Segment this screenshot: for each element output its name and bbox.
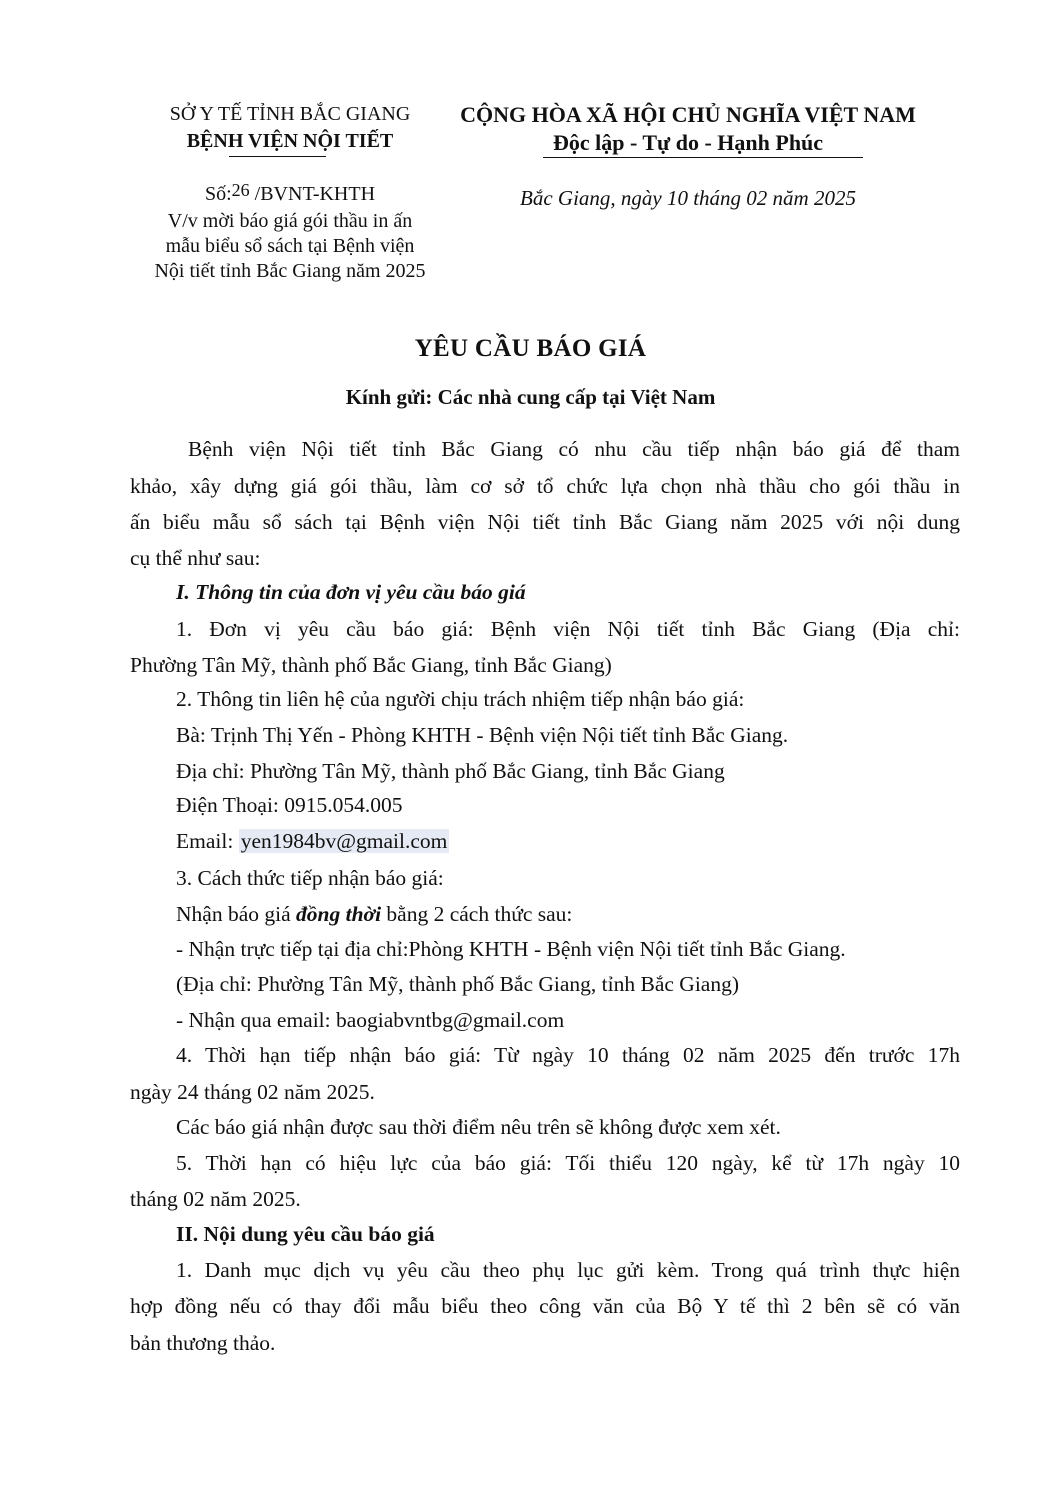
intro-line-4: cụ thể như sau:	[130, 546, 261, 570]
intro-line-3: ấn biểu mẫu sổ sách tại Bệnh viện Nội tiết tỉnh Bắc Giang năm 2025 với nội dung	[130, 510, 960, 534]
subject-line-2: mẫu biểu sổ sách tại Bệnh viện	[165, 235, 415, 257]
intro-line-1: Bệnh viện Nội tiết tỉnh Bắc Giang có nhu cầu tiếp nhận báo giá để tham	[188, 437, 960, 461]
s1-item4-line1: 4. Thời hạn tiếp nhận báo giá: Từ ngày 10 tháng 02 năm 2025 đến trước 17h	[176, 1043, 960, 1067]
s1-item3-method2: - Nhận qua email: baogiabvntbg@gmail.com	[176, 1008, 565, 1032]
subject-line-1: V/v mời báo giá gói thầu in ấn	[167, 210, 413, 232]
recipient-line: Kính gửi: Các nhà cung cấp tại Việt Nam	[345, 385, 716, 409]
s2-item1-line1: 1. Danh mục dịch vụ yêu cầu theo phụ lục gửi kèm. Trong quá trình thực hiện	[176, 1258, 960, 1282]
doc-number-suffix: /BVNT-KHTH	[254, 183, 376, 205]
s1-item5-line1: 5. Thời hạn có hiệu lực của báo giá: Tối thiểu 120 ngày, kể từ 17h ngày 10	[176, 1151, 960, 1175]
s1-item5-line2: tháng 02 năm 2025.	[130, 1187, 301, 1211]
section-1-heading: I. Thông tin của đơn vị yêu cầu báo giá	[176, 580, 526, 604]
s1-item4-note: Các báo giá nhận được sau thời điểm nêu trên sẽ không được xem xét.	[176, 1115, 781, 1139]
s1-item4-line2: ngày 24 tháng 02 năm 2025.	[130, 1080, 375, 1104]
subject-line-3: Nội tiết tỉnh Bắc Giang năm 2025	[154, 260, 426, 282]
document-title: YÊU CẦU BÁO GIÁ	[414, 335, 647, 362]
item3-intro-emphasis: đồng thời	[296, 902, 382, 926]
contact-phone: Điện Thoại: 0915.054.005	[176, 793, 403, 817]
s1-item1-line1: 1. Đơn vị yêu cầu báo giá: Bệnh viện Nội tiết tỉnh Bắc Giang (Địa chỉ:	[176, 617, 960, 641]
section-2-heading: II. Nội dung yêu cầu báo giá	[176, 1222, 435, 1246]
contact-address: Địa chỉ: Phường Tân Mỹ, thành phố Bắc Giang, tỉnh Bắc Giang	[176, 759, 725, 783]
s2-item1-line3: bản thương thảo.	[130, 1331, 276, 1355]
s1-item3-method1: - Nhận trực tiếp tại địa chỉ:Phòng KHTH - Bệnh viện Nội tiết tỉnh Bắc Giang.	[176, 937, 846, 961]
national-motto: Độc lập - Tự do - Hạnh Phúc	[552, 130, 824, 155]
national-motto-underline	[543, 157, 863, 158]
item3-intro-rest: bằng 2 cách thức sau:	[381, 902, 573, 926]
agency-name: SỞ Y TẾ TỈNH BẮC GIANG	[169, 103, 411, 125]
place-date: Bắc Giang, ngày 10 tháng 02 năm 2025	[520, 186, 856, 210]
s1-item3-heading: 3. Cách thức tiếp nhận báo giá:	[176, 866, 444, 890]
s2-item1-line2: hợp đồng nếu có thay đổi mẫu biểu theo công văn của Bộ Y tế thì 2 bên sẽ có văn	[130, 1294, 960, 1318]
intro-line-2: khảo, xây dựng giá gói thầu, làm cơ sở tổ chức lựa chọn nhà thầu cho gói thầu in	[130, 474, 960, 498]
national-title: CỘNG HÒA XÃ HỘI CHỦ NGHĨA VIỆT NAM	[460, 102, 916, 127]
item3-intro-text: Nhận báo giá	[176, 902, 297, 926]
s1-item3-intro	[176, 902, 572, 927]
s1-item1-line2: Phường Tân Mỹ, thành phố Bắc Giang, tỉnh Bắc Giang)	[130, 653, 612, 677]
hospital-name: BỆNH VIỆN NỘI TIẾT	[186, 130, 394, 152]
document-number	[132, 180, 448, 206]
contact-email-label: Email:	[176, 829, 239, 853]
doc-number-value: 26	[231, 180, 250, 200]
contact-email-link[interactable]: yen1984bv@gmail.com	[240, 829, 448, 853]
contact-email-row	[176, 829, 449, 854]
doc-number-prefix: Số:	[204, 183, 232, 205]
contact-person: Bà: Trịnh Thị Yến - Phòng KHTH - Bệnh viện Nội tiết tỉnh Bắc Giang.	[176, 723, 789, 747]
s1-item3-method1-address: (Địa chỉ: Phường Tân Mỹ, thành phố Bắc Giang, tỉnh Bắc Giang)	[176, 972, 740, 996]
hospital-name-underline	[229, 156, 326, 157]
s1-item2-heading: 2. Thông tin liên hệ của người chịu trách nhiệm tiếp nhận báo giá:	[176, 687, 745, 711]
